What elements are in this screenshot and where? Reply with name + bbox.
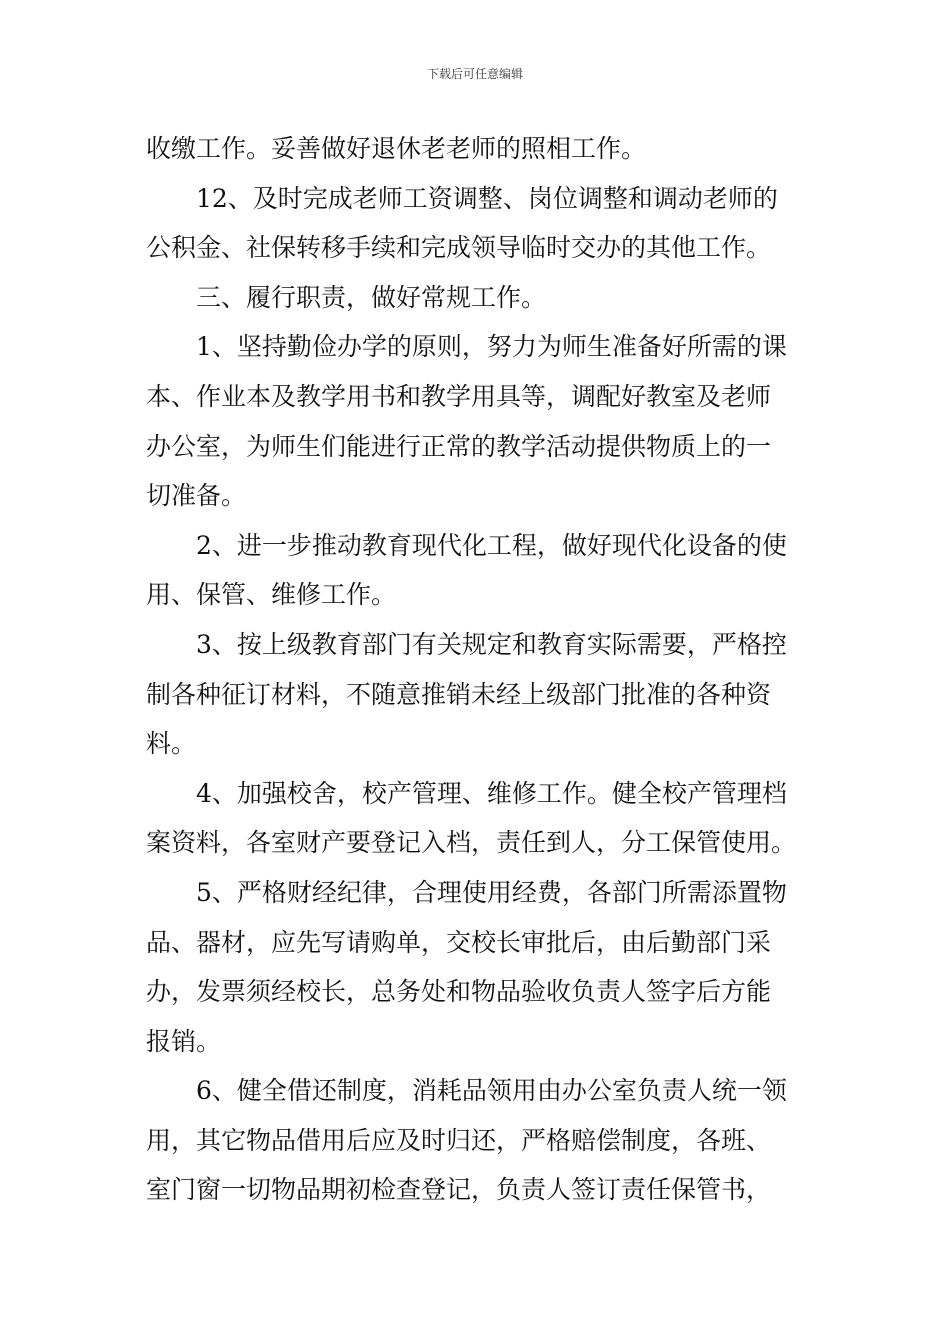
text-line: 品、器材，应先写请购单，交校长审批后，由后勤部门采: [146, 927, 772, 957]
text-line: 办公室，为师生们能进行正常的教学活动提供物质上的一: [146, 431, 772, 461]
text-line: 5、严格财经纪律，合理使用经费，各部门所需添置物: [196, 877, 787, 907]
text-line: 公积金、社保转移手续和完成领导临时交办的其他工作。: [146, 233, 772, 263]
text-line: 用、保管、维修工作。: [146, 580, 397, 610]
text-line: 切准备。: [146, 481, 247, 511]
text-line: 6、健全借还制度，消耗品领用由办公室负责人统一领: [196, 1076, 787, 1106]
text-line: 用，其它物品借用后应及时归还，严格赔偿制度，各班、: [146, 1125, 772, 1155]
text-line: 3、按上级教育部门有关规定和教育实际需要，严格控: [196, 629, 787, 659]
text-line: 收缴工作。妥善做好退休老老师的照相工作。: [146, 134, 647, 163]
text-line: 12、及时完成老师工资调整、岗位调整和调动老师的: [196, 183, 778, 213]
text-line: 4、加强校舍，校产管理、维修工作。健全校产管理档: [196, 778, 787, 808]
document-body: [146, 124, 810, 1215]
text-line: 室门窗一切物品期初检查登记，负责人签订责任保管书，: [146, 1175, 772, 1205]
text-line: 三、履行职责，做好常规工作。: [196, 282, 547, 312]
text-line: 1、坚持勤俭办学的原则，努力为师生准备好所需的课: [196, 332, 787, 362]
text-line: 2、进一步推动教育现代化工程，做好现代化设备的使: [196, 530, 787, 560]
text-line: 案资料，各室财产要登记入档，责任到人，分工保管使用。: [146, 828, 797, 858]
page-header: 下载后可任意编辑: [426, 67, 523, 81]
text-line: 制各种征订材料，不随意推销未经上级部门批准的各种资: [146, 679, 772, 709]
text-line: 报销。: [146, 1026, 222, 1056]
text-line: 本、作业本及教学用书和教学用具等，调配好教室及老师: [146, 381, 772, 411]
text-line: 料。: [146, 729, 197, 759]
text-line: 办，发票须经校长，总务处和物品验收负责人签字后方能: [146, 977, 772, 1007]
